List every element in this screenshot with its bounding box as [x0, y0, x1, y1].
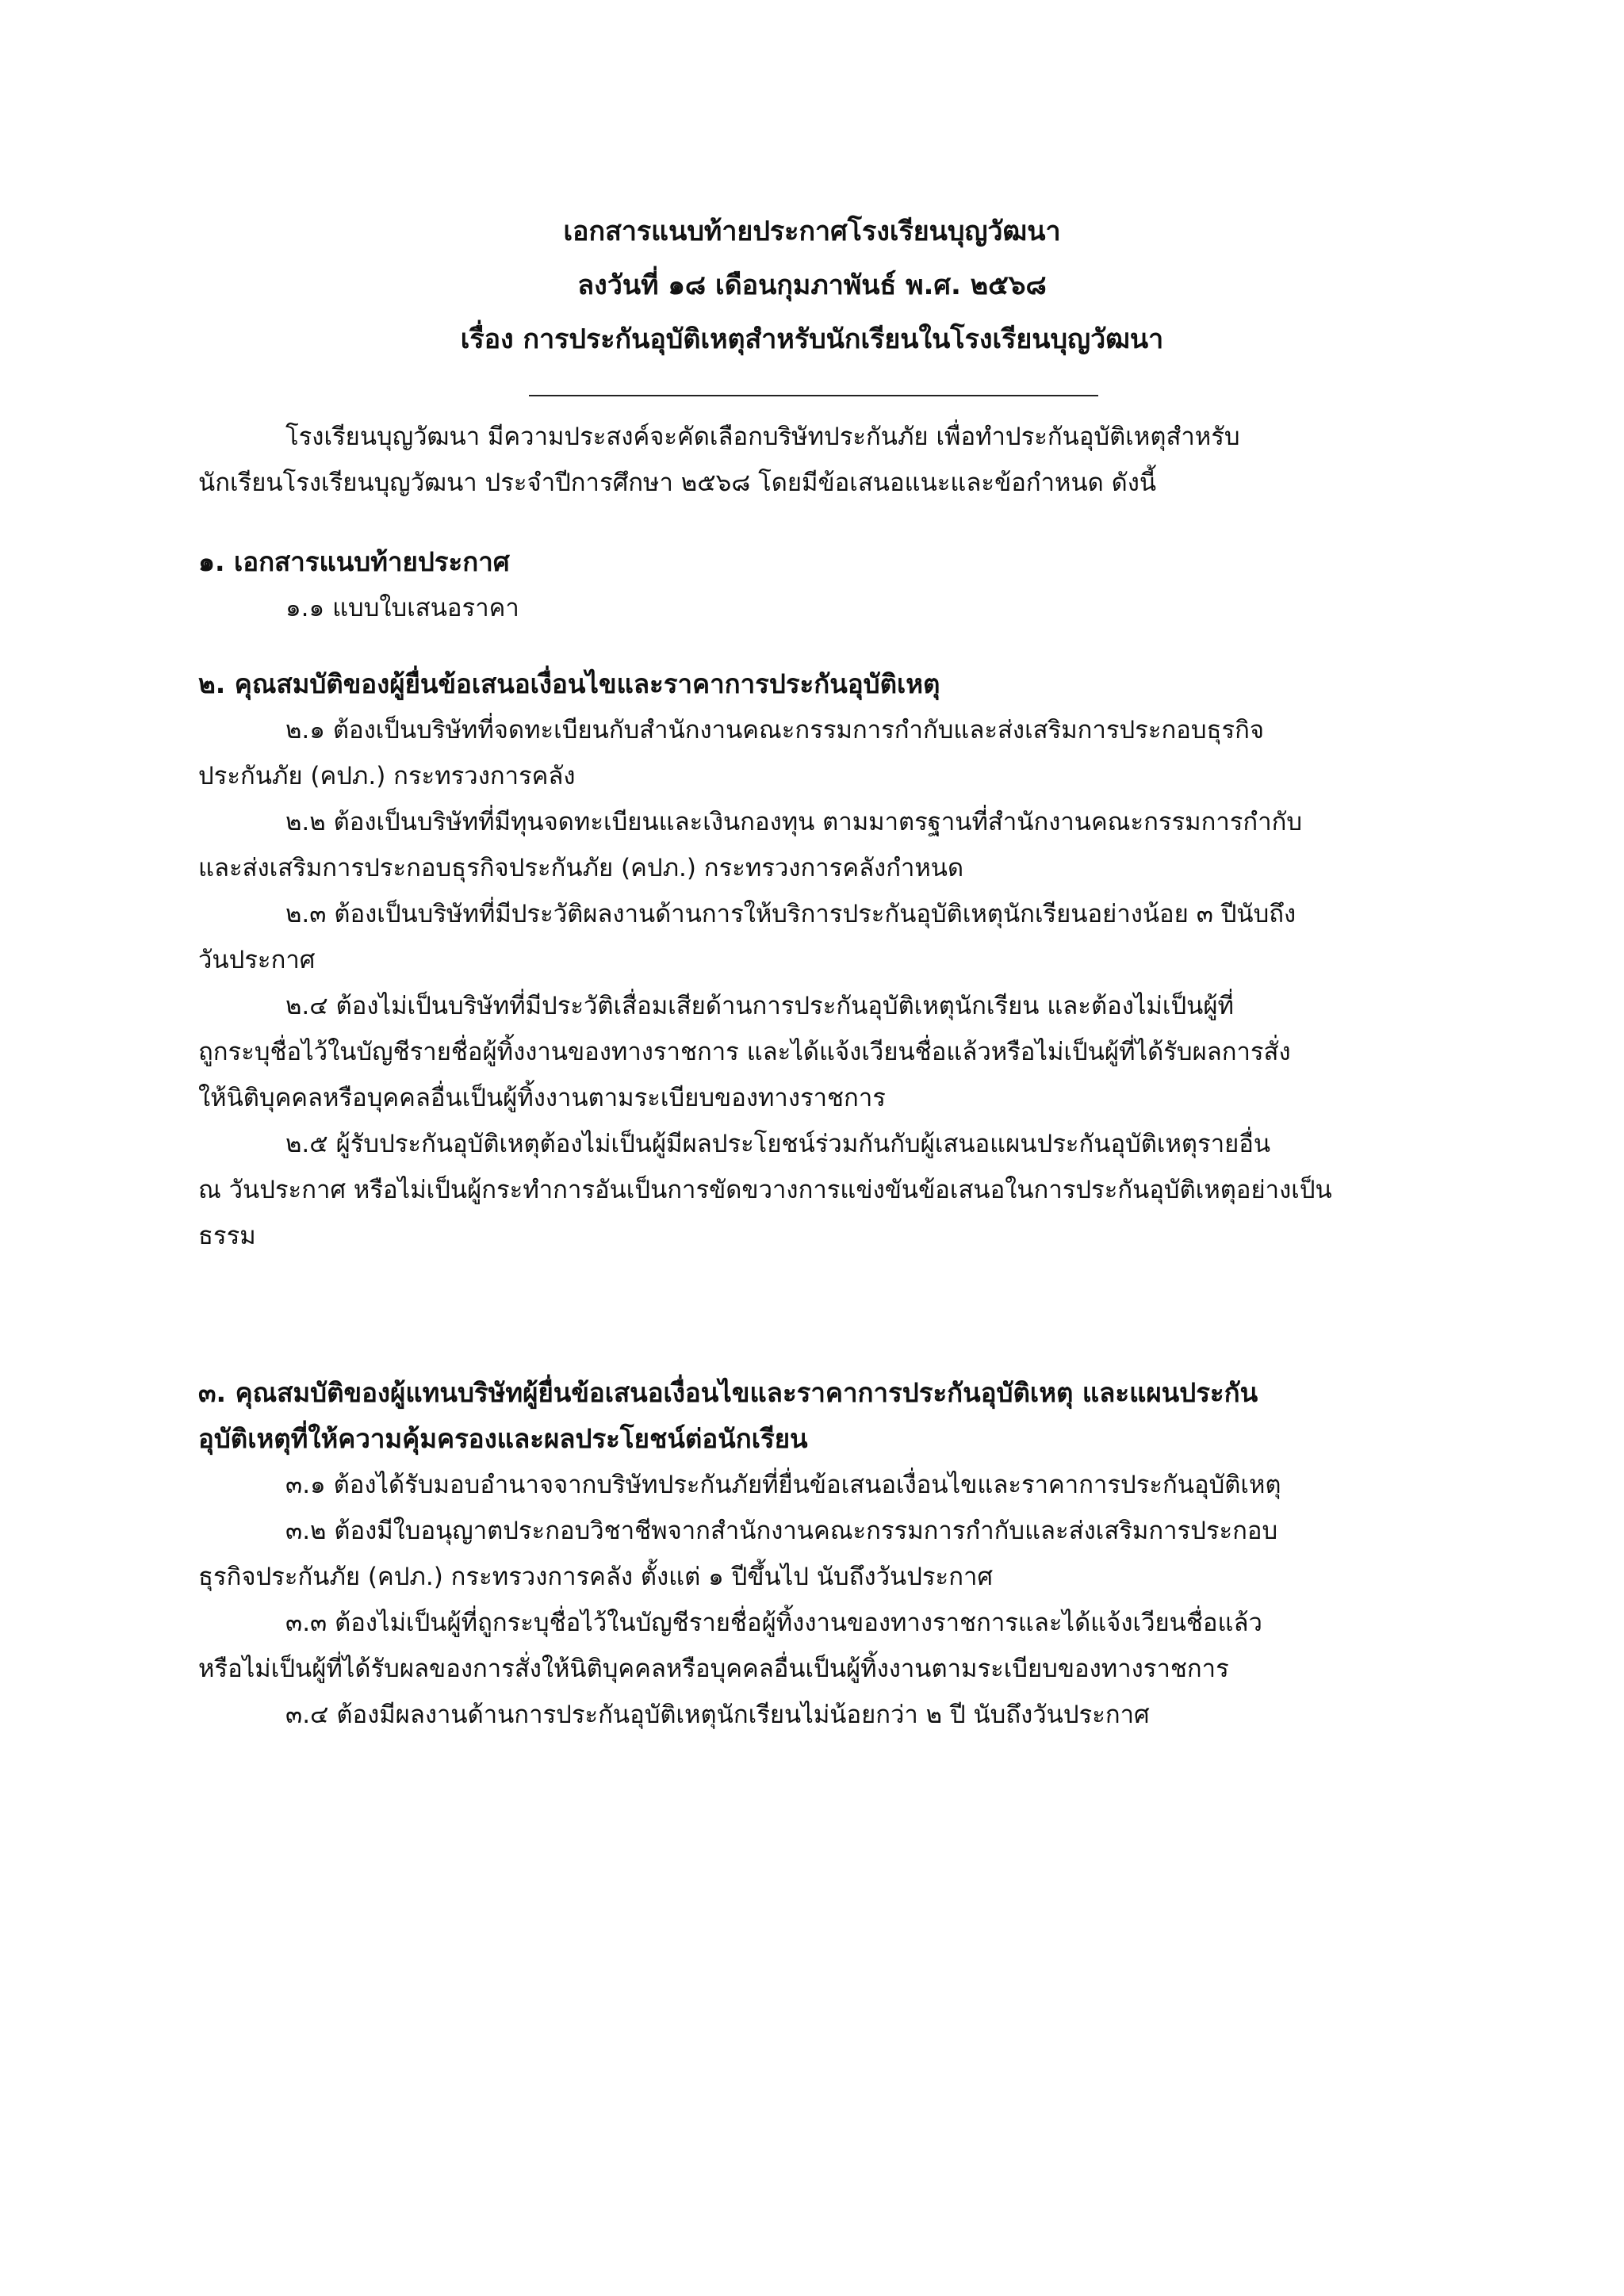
section-2-item-3-line-1: ๒.๓ ต้องเป็นบริษัทที่มีประวัติผลงานด้านการให้บริการประกันอุบัติเหตุนักเรียนอย่างน้อย ๓ ปีนับถึง: [285, 900, 1297, 928]
section-2-item-5-line-3: ธรรม: [198, 1222, 256, 1250]
section-2-item-4-line-2: ถูกระบุชื่อไว้ในบัญชีรายชื่อผู้ทิ้งงานของทางราชการ และได้แจ้งเวียนชื่อแล้วหรือไม่เป็นผู้ที่ได้รับผลการสั่ง: [198, 1038, 1291, 1066]
section-3-item-3-line-2: หรือไม่เป็นผู้ที่ได้รับผลของการสั่งให้นิติบุคคลหรือบุคคลอื่นเป็นผู้ทิ้งงานตามระเบียบของทางราชการ: [198, 1655, 1229, 1683]
section-3-item-2-line-1: ๓.๒ ต้องมีใบอนุญาตประกอบวิชาชีพจากสำนักงานคณะกรรมการกำกับและส่งเสริมการประกอบ: [285, 1517, 1278, 1545]
section-2-item-4-line-1: ๒.๔ ต้องไม่เป็นบริษัทที่มีประวัติเสื่อมเสียด้านการประกันอุบัติเหตุนักเรียน และต้องไม่เป็นผู้ที่: [285, 992, 1234, 1020]
section-3: [198, 1370, 1435, 1738]
section-1-item-1: ๑.๑ แบบใบเสนอราคา: [285, 594, 519, 622]
section-3-item-2-line-2: ธุรกิจประกันภัย (คปภ.) กระทรวงการคลัง ตั้งแต่ ๑ ปีขึ้นไป นับถึงวันประกาศ: [198, 1563, 994, 1591]
section-2-item-5-line-2: ณ วันประกาศ หรือไม่เป็นผู้กระทำการอันเป็นการขัดขวางการแข่งขันข้อเสนอในการประกันอุบัติเหตุอย่างเป็น: [198, 1176, 1332, 1204]
title-line-3: เรื่อง การประกันอุบัติเหตุสำหรับนักเรียนในโรงเรียนบุญวัฒนา: [460, 323, 1164, 355]
title-underline: [529, 395, 1098, 396]
intro-paragraph: [198, 414, 1435, 506]
section-3-item-4-line-1: ๓.๔ ต้องมีผลงานด้านการประกันอุบัติเหตุนักเรียนไม่น้อยกว่า ๒ ปี นับถึงวันประกาศ: [285, 1701, 1150, 1729]
section-2-item-3-line-2: วันประกาศ: [198, 946, 316, 974]
section-1: [198, 539, 1435, 631]
section-2-heading: ๒. คุณสมบัติของผู้ยื่นข้อเสนอเงื่อนไขและราคาการประกันอุบัติเหตุ: [198, 668, 940, 699]
intro-line-1: โรงเรียนบุญวัฒนา มีความประสงค์จะคัดเลือกบริษัทประกันภัย เพื่อทำประกันอุบัติเหตุสำหรับ: [285, 423, 1240, 451]
section-2-item-1-line-1: ๒.๑ ต้องเป็นบริษัทที่จดทะเบียนกับสำนักงานคณะกรรมการกำกับและส่งเสริมการประกอบธุรกิจ: [285, 716, 1265, 744]
section-1-heading: ๑. เอกสารแนบท้ายประกาศ: [198, 546, 510, 577]
document-title-block: [0, 205, 1624, 366]
title-line-2: ลงวันที่ ๑๘ เดือนกุมภาพันธ์ พ.ศ. ๒๕๖๘: [577, 270, 1047, 301]
section-2-item-2-line-1: ๒.๒ ต้องเป็นบริษัทที่มีทุนจดทะเบียนและเงินกองทุน ตามมาตรฐานที่สำนักงานคณะกรรมการกำกับ: [285, 808, 1303, 836]
intro-line-2: นักเรียนโรงเรียนบุญวัฒนา ประจำปีการศึกษา ๒๕๖๘ โดยมีข้อเสนอแนะและข้อกำหนด ดังนี้: [198, 469, 1157, 497]
section-2: [198, 661, 1435, 1259]
section-2-item-5-line-1: ๒.๕ ผู้รับประกันอุบัติเหตุต้องไม่เป็นผู้มีผลประโยชน์ร่วมกันกับผู้เสนอแผนประกันอุบัติเหตุรายอื่น: [285, 1130, 1271, 1158]
title-line-1: เอกสารแนบท้ายประกาศโรงเรียนบุญวัฒนา: [563, 216, 1061, 247]
section-2-item-4-line-3: ให้นิติบุคคลหรือบุคคลอื่นเป็นผู้ทิ้งงานตามระเบียบของทางราชการ: [198, 1084, 886, 1112]
section-2-item-2-line-2: และส่งเสริมการประกอบธุรกิจประกันภัย (คปภ.) กระทรวงการคลังกำหนด: [198, 854, 964, 882]
section-3-item-3-line-1: ๓.๓ ต้องไม่เป็นผู้ที่ถูกระบุชื่อไว้ในบัญชีรายชื่อผู้ทิ้งงานของทางราชการและได้แจ้งเวียนชื่อแล้ว: [285, 1609, 1262, 1637]
section-2-item-1-line-2: ประกันภัย (คปภ.) กระทรวงการคลัง: [198, 762, 576, 790]
section-3-item-1-line-1: ๓.๑ ต้องได้รับมอบอำนาจจากบริษัทประกันภัยที่ยื่นข้อเสนอเงื่อนไขและราคาการประกันอุบัติเหตุ: [285, 1471, 1281, 1499]
section-3-heading-line-1: ๓. คุณสมบัติของผู้แทนบริษัทผู้ยื่นข้อเสนอเงื่อนไขและราคาการประกันอุบัติเหตุ และแผนประกัน: [198, 1377, 1258, 1408]
section-3-heading-line-2: อุบัติเหตุที่ให้ความคุ้มครองและผลประโยชน์ต่อนักเรียน: [198, 1423, 808, 1454]
